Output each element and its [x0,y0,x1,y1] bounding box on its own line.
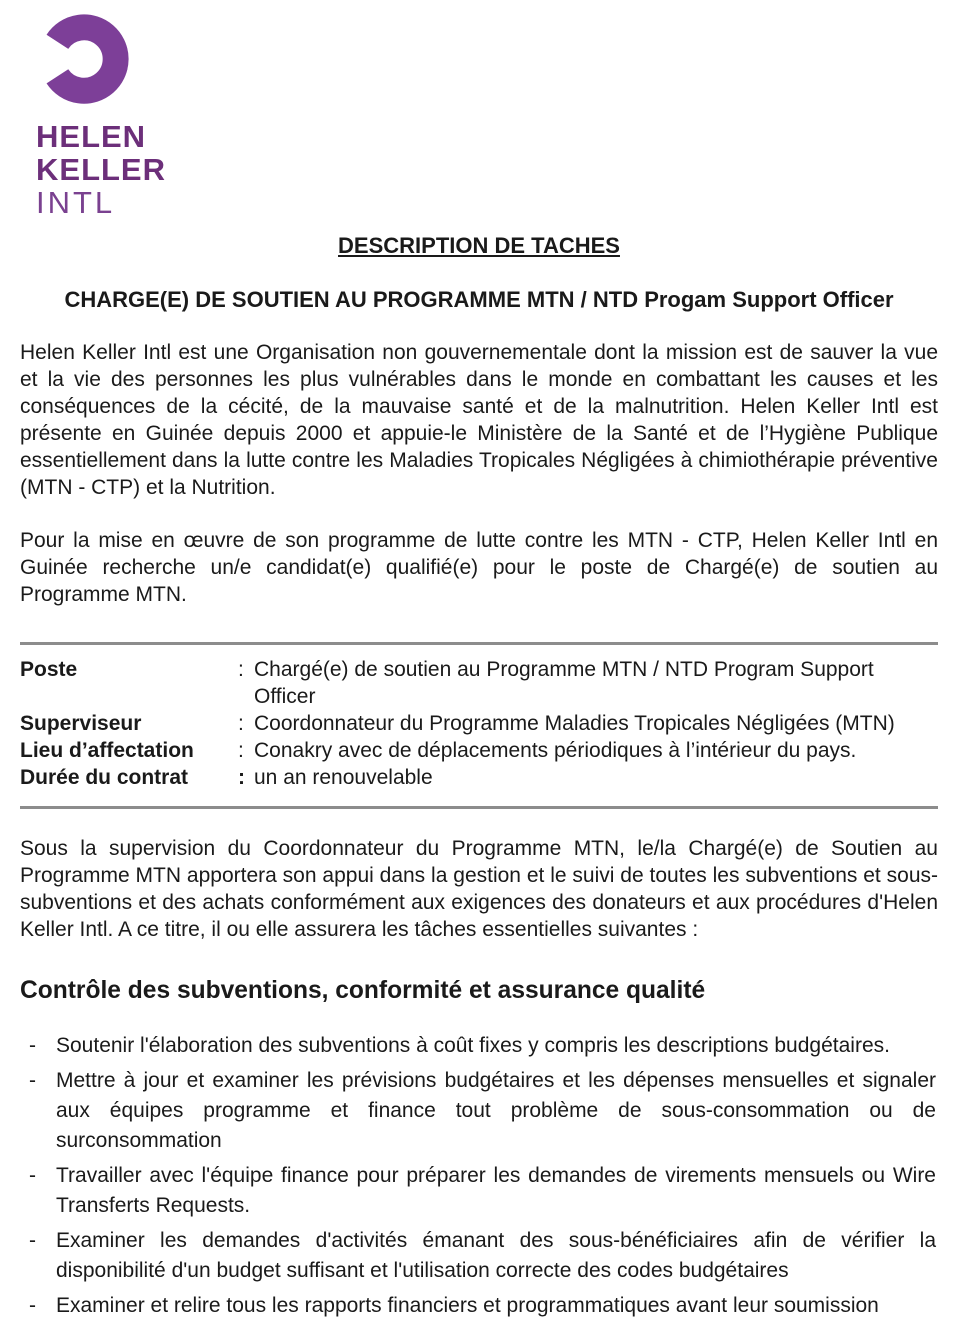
bullet-marker: - [29,1164,36,1187]
task-item [20,1291,938,1321]
task-text: Travailler avec l'équipe finance pour préparer les demandes de virements mensuels ou Wire Transferts Requests. [56,1164,936,1217]
task-item [20,1161,938,1221]
task-text: Soutenir l'élaboration des subventions à coût fixes y compris les descriptions budgétaires. [56,1034,890,1057]
task-item [20,1226,938,1286]
detail-separator: : [238,658,244,681]
detail-row-duree [20,764,938,791]
bullet-marker: - [29,1034,36,1057]
detail-label: Poste [20,658,78,681]
detail-value: Chargé(e) de soutien au Programme MTN / NTD Program Support Officer [254,658,874,708]
logo-word-keller: KELLER [36,152,166,187]
detail-label: Superviseur [20,712,142,735]
helen-keller-ring-icon [36,11,132,109]
detail-separator: : [238,712,244,735]
document-subtitle: CHARGE(E) DE SOUTIEN AU PROGRAMME MTN / NTD Progam Support Officer [64,287,894,312]
detail-label: Durée du contrat [20,766,189,789]
position-details-table [20,656,938,791]
detail-separator: : [238,739,244,762]
bullet-marker: - [29,1229,36,1252]
task-text: Examiner et relire tous les rapports financiers et programmatiques avant leur soumission [56,1294,879,1317]
logo-word-intl: INTL [36,185,116,220]
detail-value: un an renouvelable [254,766,433,789]
divider-bottom [20,806,938,809]
detail-separator: : [238,766,245,789]
task-text: Examiner les demandes d'activités émanant des sous-bénéficiaires afin de vérifier la disponibilité d'un budget suffisant et l'utilisation correcte des codes budgétaires [56,1229,936,1282]
task-item [20,1066,938,1156]
detail-row-lieu [20,737,938,764]
role-summary-paragraph: Sous la supervision du Coordonnateur du Programme MTN, le/la Chargé(e) de Soutien au Programme MTN apportera son appui dans la gestion et le suivi de toutes les subventions et sous-subventions et des achats conformément aux exigences des donateurs et aux procédures d'Helen Keller Intl. A ce titre, il ou elle assurera les tâches essentielles suivantes : [20,837,938,941]
intro-paragraph-2: Pour la mise en œuvre de son programme de lutte contre les MTN - CTP, Helen Keller Intl en Guinée recherche un/e candidat(e) qualifié(e) pour le poste de Chargé(e) de soutien au Programme MTN. [20,529,938,606]
section-heading-controle: Contrôle des subventions, conformité et assurance qualité [20,977,706,1004]
detail-value: Coordonnateur du Programme Maladies Tropicales Négligées (MTN) [254,712,895,735]
detail-value: Conakry avec de déplacements périodiques à l’intérieur du pays. [254,739,857,762]
bullet-marker: - [29,1294,36,1317]
task-list [20,1031,938,1321]
intro-paragraph-1: Helen Keller Intl est une Organisation non gouvernementale dont la mission est de sauver la vue et la vie des personnes les plus vulnérables dans le monde en combattant les causes et les conséquences de la cécité, de la mauvaise santé et de la malnutrition. Helen Keller Intl est présente en Guinée depuis 2000 et appuie-le Ministère de la Santé et de l’Hygiène Publique essentiellement dans la lutte contre les Maladies Tropicales Négligées à chimiothérapie préventive (MTN - CTP) et la Nutrition. [20,341,938,499]
divider-top [20,642,938,645]
logo-wordmark [36,120,938,219]
logo-word-helen: HELEN [36,119,147,154]
bullet-marker: - [29,1069,36,1092]
document-title: DESCRIPTION DE TACHES [338,233,620,258]
task-item [20,1031,938,1061]
logo [36,11,938,219]
task-text: Mettre à jour et examiner les prévisions budgétaires et les dépenses mensuelles et signaler aux équipes programme et finance tout problème de sous-consommation ou de surconsommation [56,1069,936,1152]
detail-label: Lieu d’affectation [20,739,194,762]
detail-row-superviseur [20,710,938,737]
detail-row-poste [20,656,938,710]
